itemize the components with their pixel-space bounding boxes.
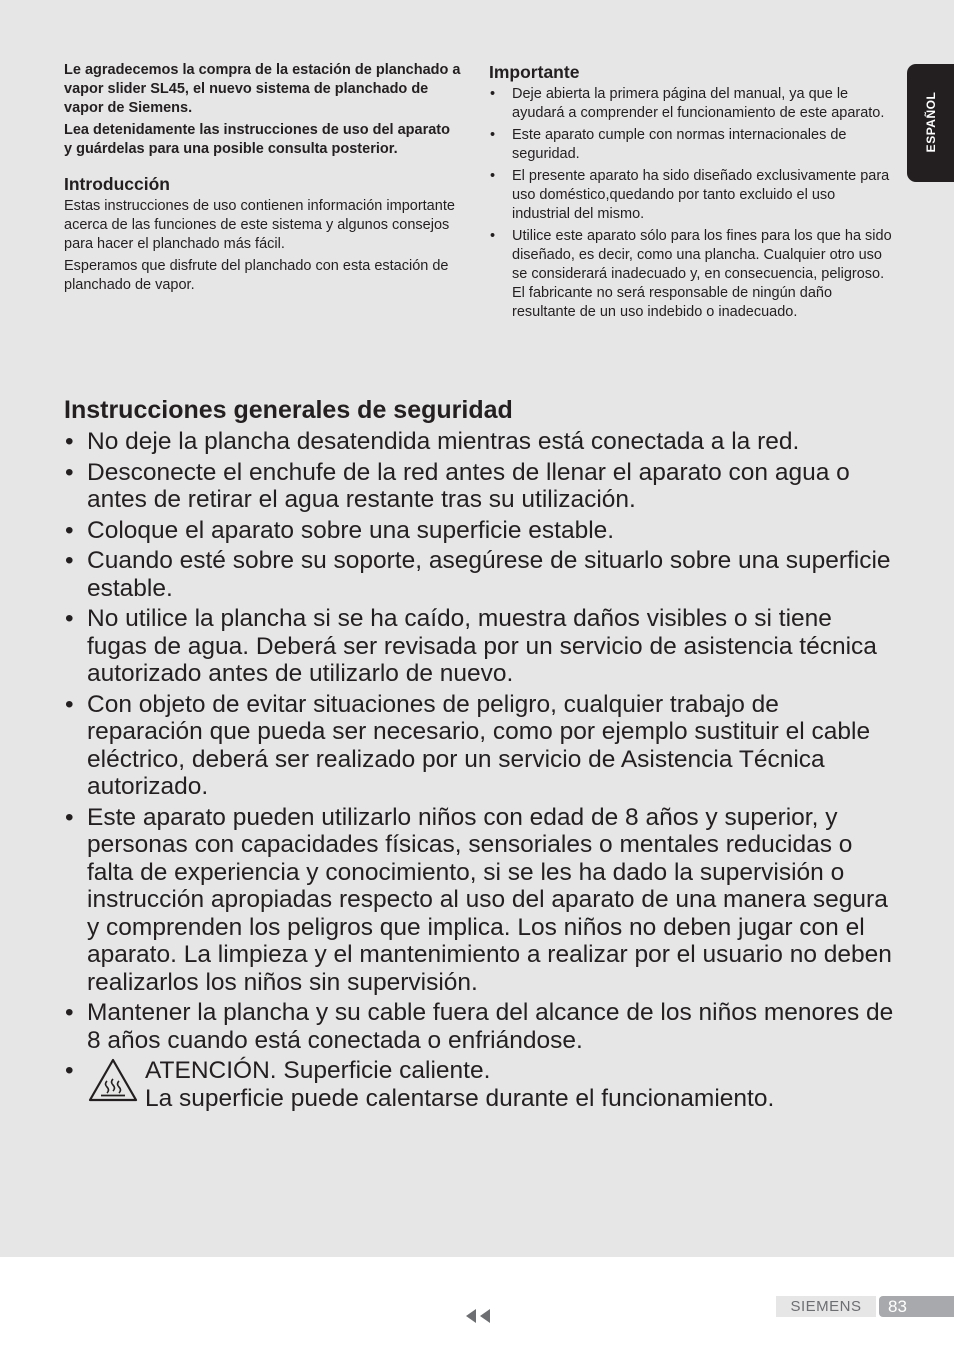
safety-item: • Desconecte el enchufe de la red antes de llenar el aparato con agua o antes de retirar el agua restante tras su utilización. — [64, 459, 894, 514]
warning-text — [145, 1057, 774, 1112]
important-column — [489, 61, 894, 325]
safety-item: • Cuando esté sobre su soporte, asegúrese de situarlo sobre una superficie estable. — [64, 547, 894, 602]
rewind-icon[interactable] — [463, 1308, 493, 1324]
important-item: • Deje abierta la primera página del manual, ya que le ayudará a comprender el funcionamiento de este aparato. — [489, 85, 894, 123]
warning-line: • ATENCIÓN. Superficie caliente. — [145, 1057, 491, 1084]
safety-item: • Con objeto de evitar situaciones de peligro, cualquier trabajo de reparación que pueda ser necesario, como por ejemplo sustituir el cable eléctrico, deberá ser realizado por un servicio de Asistencia Técnica autorizado. — [64, 691, 894, 801]
warning-row — [87, 1057, 894, 1112]
intro-paragraph: Estas instrucciones de uso contienen información importante acerca de las funciones de este sistema y algunos consejos para hacer el planchado más fácil. — [64, 198, 455, 252]
read-instructions-paragraph: Lea detenidamente las instrucciones de uso del aparato y guárdelas para una posible consulta posterior. — [64, 122, 450, 157]
important-item: • Utilice este aparato sólo para los fines para los que ha sido diseñado, es decir, como una plancha. Cualquier otro uso se considerará inadecuado y, en consecuencia, peligroso. El fabricante no será responsable de ningún daño resultante de un uso indebido o inadecuado. — [489, 227, 894, 322]
important-item: • El presente aparato ha sido diseñado exclusivamente para uso doméstico,quedando por tanto excluido el uso industrial del mismo. — [489, 167, 894, 224]
safety-section — [64, 393, 894, 1115]
warning-line: La superficie puede calentarse durante el funcionamiento. — [145, 1084, 775, 1112]
important-heading: Importante — [489, 62, 580, 82]
page-number: 83 — [879, 1296, 954, 1317]
intro-paragraph: Esperamos que disfrute del planchado con esta estación de planchado de vapor. — [64, 258, 449, 293]
language-tab — [907, 64, 954, 182]
hot-surface-warning-icon — [87, 1057, 139, 1103]
important-list — [489, 85, 894, 322]
safety-item: • Mantener la plancha y su cable fuera del alcance de los niños menores de 8 años cuando está conectada o enfriándose. — [64, 999, 894, 1054]
safety-list — [64, 428, 894, 1112]
intro-column — [64, 61, 462, 298]
intro-heading: Introducción — [64, 174, 170, 194]
safety-heading: Instrucciones generales de seguridad — [64, 396, 513, 424]
language-tab-label: ESPAÑOL — [924, 91, 938, 153]
safety-item: • Coloque el aparato sobre una superficie estable. — [64, 517, 894, 545]
important-item: • Este aparato cumple con normas internacionales de seguridad. — [489, 126, 894, 164]
safety-item: • No deje la plancha desatendida mientras está conectada a la red. — [64, 428, 894, 456]
safety-warning-item — [64, 1057, 894, 1112]
safety-item: • No utilice la plancha si se ha caído, muestra daños visibles o si tiene fugas de agua. Deberá ser revisada por un servicio de asistencia técnica autorizado antes de utilizarlo de nuevo. — [64, 605, 894, 688]
thanks-paragraph: Le agradecemos la compra de la estación de planchado a vapor slider SL45, el nuevo sistema de planchado de vapor de Siemens. — [64, 62, 461, 116]
brand-label: SIEMENS — [776, 1296, 876, 1317]
safety-item: • Este aparato pueden utilizarlo niños con edad de 8 años y superior, y personas con capacidades físicas, sensoriales o mentales reducidas o falta de experiencia y conocimiento, si se les ha dado la supervisión o instrucción apropiadas respecto al uso del aparato de una manera segura y comprenden los peligros que implica. Los niños no deben jugar con el aparato. La limpieza y el mantenimiento a realizar por el usuario no deben realizarlos los niños sin supervisión. — [64, 804, 894, 997]
